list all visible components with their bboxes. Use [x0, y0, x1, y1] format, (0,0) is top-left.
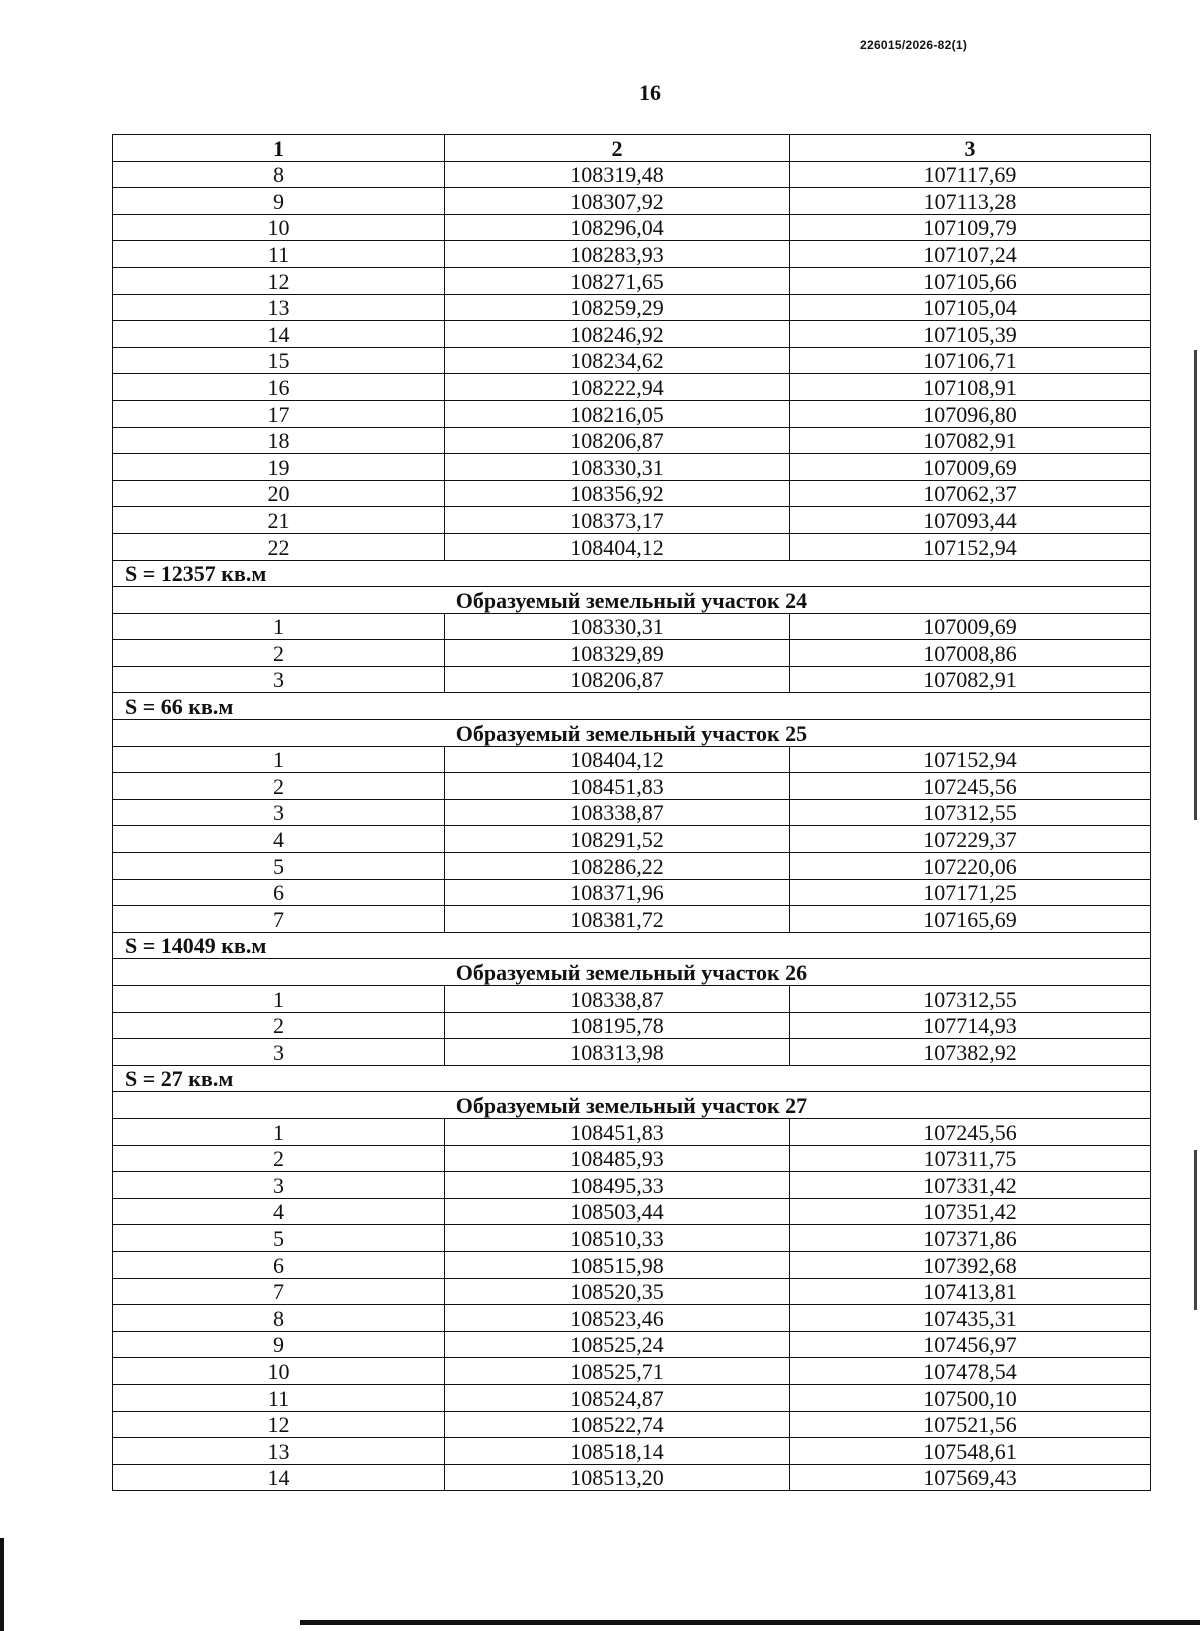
table-row	[113, 1278, 1151, 1305]
x-coordinate-cell: 108381,72	[445, 906, 790, 933]
parcel-title: Образуемый земельный участок 24	[113, 587, 1151, 614]
y-coordinate-cell: 107245,56	[790, 1118, 1151, 1145]
x-coordinate-cell: 108338,87	[445, 986, 790, 1013]
parcel-title-row	[113, 1092, 1151, 1119]
x-coordinate-cell: 108259,29	[445, 294, 790, 321]
x-coordinate-cell: 108206,87	[445, 427, 790, 454]
x-coordinate-cell: 108246,92	[445, 321, 790, 348]
x-coordinate-cell: 108451,83	[445, 773, 790, 800]
table-row	[113, 294, 1151, 321]
y-coordinate-cell: 107062,37	[790, 480, 1151, 507]
table-row	[113, 1012, 1151, 1039]
y-coordinate-cell: 107312,55	[790, 986, 1151, 1013]
column-header: 2	[445, 135, 790, 162]
table-row	[113, 1464, 1151, 1491]
y-coordinate-cell: 107108,91	[790, 374, 1151, 401]
point-number-cell: 9	[113, 188, 445, 215]
point-number-cell: 10	[113, 214, 445, 241]
table-row	[113, 1305, 1151, 1332]
point-number-cell: 6	[113, 879, 445, 906]
y-coordinate-cell: 107245,56	[790, 773, 1151, 800]
x-coordinate-cell: 108313,98	[445, 1039, 790, 1066]
point-number-cell: 14	[113, 1464, 445, 1491]
table-row	[113, 1384, 1151, 1411]
x-coordinate-cell: 108195,78	[445, 1012, 790, 1039]
point-number-cell: 5	[113, 853, 445, 880]
x-coordinate-cell: 108404,12	[445, 746, 790, 773]
x-coordinate-cell: 108338,87	[445, 799, 790, 826]
y-coordinate-cell: 107220,06	[790, 853, 1151, 880]
point-number-cell: 8	[113, 1305, 445, 1332]
table-row	[113, 1198, 1151, 1225]
point-number-cell: 1	[113, 986, 445, 1013]
table-row	[113, 214, 1151, 241]
point-number-cell: 19	[113, 454, 445, 481]
y-coordinate-cell: 107107,24	[790, 241, 1151, 268]
point-number-cell: 1	[113, 746, 445, 773]
parcel-title: Образуемый земельный участок 27	[113, 1092, 1151, 1119]
table-row	[113, 427, 1151, 454]
column-header: 3	[790, 135, 1151, 162]
point-number-cell: 8	[113, 161, 445, 188]
point-number-cell: 17	[113, 400, 445, 427]
y-coordinate-cell: 107331,42	[790, 1172, 1151, 1199]
point-number-cell: 5	[113, 1225, 445, 1252]
x-coordinate-cell: 108373,17	[445, 507, 790, 534]
x-coordinate-cell: 108520,35	[445, 1278, 790, 1305]
page-number: 16	[639, 80, 661, 105]
x-coordinate-cell: 108307,92	[445, 188, 790, 215]
x-coordinate-cell: 108329,89	[445, 640, 790, 667]
point-number-cell: 15	[113, 347, 445, 374]
table-row	[113, 161, 1151, 188]
table-row	[113, 321, 1151, 348]
parcel-area: S = 66 кв.м	[113, 693, 1151, 720]
table-row	[113, 613, 1151, 640]
point-number-cell: 7	[113, 1278, 445, 1305]
point-number-cell: 2	[113, 1012, 445, 1039]
x-coordinate-cell: 108525,24	[445, 1331, 790, 1358]
x-coordinate-cell: 108330,31	[445, 454, 790, 481]
table-row	[113, 746, 1151, 773]
y-coordinate-cell: 107413,81	[790, 1278, 1151, 1305]
point-number-cell: 20	[113, 480, 445, 507]
y-coordinate-cell: 107382,92	[790, 1039, 1151, 1066]
point-number-cell: 14	[113, 321, 445, 348]
y-coordinate-cell: 107106,71	[790, 347, 1151, 374]
x-coordinate-cell: 108513,20	[445, 1464, 790, 1491]
parcel-title: Образуемый земельный участок 26	[113, 959, 1151, 986]
x-coordinate-cell: 108515,98	[445, 1251, 790, 1278]
x-coordinate-cell: 108522,74	[445, 1411, 790, 1438]
point-number-cell: 2	[113, 1145, 445, 1172]
point-number-cell: 3	[113, 1172, 445, 1199]
parcel-title-row	[113, 587, 1151, 614]
table-row	[113, 480, 1151, 507]
x-coordinate-cell: 108523,46	[445, 1305, 790, 1332]
area-row	[113, 560, 1151, 587]
right-edge-scan-mark	[1194, 350, 1197, 820]
table-row	[113, 374, 1151, 401]
table-row	[113, 640, 1151, 667]
y-coordinate-cell: 107392,68	[790, 1251, 1151, 1278]
table-row	[113, 1118, 1151, 1145]
y-coordinate-cell: 107152,94	[790, 746, 1151, 773]
y-coordinate-cell: 107082,91	[790, 666, 1151, 693]
coordinates-table	[112, 134, 1151, 1491]
table-row	[113, 241, 1151, 268]
y-coordinate-cell: 107521,56	[790, 1411, 1151, 1438]
right-edge-scan-mark	[1194, 1150, 1197, 1310]
point-number-cell: 4	[113, 826, 445, 853]
point-number-cell: 11	[113, 241, 445, 268]
point-number-cell: 2	[113, 773, 445, 800]
table-row	[113, 1358, 1151, 1385]
x-coordinate-cell: 108525,71	[445, 1358, 790, 1385]
parcel-area: S = 12357 кв.м	[113, 560, 1151, 587]
x-coordinate-cell: 108524,87	[445, 1384, 790, 1411]
table-row	[113, 799, 1151, 826]
coordinates-table-body	[113, 135, 1151, 1491]
point-number-cell: 16	[113, 374, 445, 401]
x-coordinate-cell: 108356,92	[445, 480, 790, 507]
table-row	[113, 454, 1151, 481]
table-row	[113, 1225, 1151, 1252]
x-coordinate-cell: 108234,62	[445, 347, 790, 374]
x-coordinate-cell: 108495,33	[445, 1172, 790, 1199]
y-coordinate-cell: 107478,54	[790, 1358, 1151, 1385]
y-coordinate-cell: 107312,55	[790, 799, 1151, 826]
y-coordinate-cell: 107105,66	[790, 267, 1151, 294]
table-row	[113, 267, 1151, 294]
x-coordinate-cell: 108286,22	[445, 853, 790, 880]
y-coordinate-cell: 107113,28	[790, 188, 1151, 215]
point-number-cell: 22	[113, 533, 445, 560]
x-coordinate-cell: 108216,05	[445, 400, 790, 427]
table-row	[113, 1145, 1151, 1172]
table-row	[113, 400, 1151, 427]
parcel-area: S = 27 кв.м	[113, 1065, 1151, 1092]
y-coordinate-cell: 107435,31	[790, 1305, 1151, 1332]
point-number-cell: 11	[113, 1384, 445, 1411]
y-coordinate-cell: 107311,75	[790, 1145, 1151, 1172]
point-number-cell: 12	[113, 1411, 445, 1438]
table-row	[113, 347, 1151, 374]
y-coordinate-cell: 107714,93	[790, 1012, 1151, 1039]
table-row	[113, 507, 1151, 534]
table-row	[113, 906, 1151, 933]
x-coordinate-cell: 108291,52	[445, 826, 790, 853]
x-coordinate-cell: 108206,87	[445, 666, 790, 693]
table-row	[113, 773, 1151, 800]
table-row	[113, 666, 1151, 693]
y-coordinate-cell: 107229,37	[790, 826, 1151, 853]
y-coordinate-cell: 107500,10	[790, 1384, 1151, 1411]
table-row	[113, 1039, 1151, 1066]
x-coordinate-cell: 108330,31	[445, 613, 790, 640]
x-coordinate-cell: 108222,94	[445, 374, 790, 401]
table-row	[113, 1411, 1151, 1438]
y-coordinate-cell: 107008,86	[790, 640, 1151, 667]
table-row	[113, 853, 1151, 880]
point-number-cell: 9	[113, 1331, 445, 1358]
table-row	[113, 879, 1151, 906]
bottom-edge-scan-line	[300, 1620, 1200, 1625]
table-row	[113, 986, 1151, 1013]
table-row	[113, 1172, 1151, 1199]
table-row	[113, 826, 1151, 853]
point-number-cell: 2	[113, 640, 445, 667]
parcel-title-row	[113, 959, 1151, 986]
y-coordinate-cell: 107171,25	[790, 879, 1151, 906]
point-number-cell: 21	[113, 507, 445, 534]
point-number-cell: 6	[113, 1251, 445, 1278]
y-coordinate-cell: 107117,69	[790, 161, 1151, 188]
y-coordinate-cell: 107351,42	[790, 1198, 1151, 1225]
area-row	[113, 932, 1151, 959]
table-header-row	[113, 135, 1151, 162]
point-number-cell: 18	[113, 427, 445, 454]
left-edge-scan-mark	[0, 1538, 4, 1631]
x-coordinate-cell: 108283,93	[445, 241, 790, 268]
x-coordinate-cell: 108404,12	[445, 533, 790, 560]
area-row	[113, 1065, 1151, 1092]
point-number-cell: 10	[113, 1358, 445, 1385]
column-header: 1	[113, 135, 445, 162]
x-coordinate-cell: 108271,65	[445, 267, 790, 294]
y-coordinate-cell: 107548,61	[790, 1438, 1151, 1465]
x-coordinate-cell: 108518,14	[445, 1438, 790, 1465]
x-coordinate-cell: 108451,83	[445, 1118, 790, 1145]
table-row	[113, 1331, 1151, 1358]
y-coordinate-cell: 107109,79	[790, 214, 1151, 241]
parcel-title-row	[113, 720, 1151, 747]
table-row	[113, 1438, 1151, 1465]
point-number-cell: 3	[113, 799, 445, 826]
x-coordinate-cell: 108510,33	[445, 1225, 790, 1252]
parcel-area: S = 14049 кв.м	[113, 932, 1151, 959]
table-row	[113, 188, 1151, 215]
point-number-cell: 3	[113, 1039, 445, 1066]
y-coordinate-cell: 107165,69	[790, 906, 1151, 933]
table-row	[113, 533, 1151, 560]
y-coordinate-cell: 107105,04	[790, 294, 1151, 321]
y-coordinate-cell: 107152,94	[790, 533, 1151, 560]
x-coordinate-cell: 108296,04	[445, 214, 790, 241]
point-number-cell: 7	[113, 906, 445, 933]
table-row	[113, 1251, 1151, 1278]
point-number-cell: 12	[113, 267, 445, 294]
y-coordinate-cell: 107082,91	[790, 427, 1151, 454]
y-coordinate-cell: 107093,44	[790, 507, 1151, 534]
y-coordinate-cell: 107456,97	[790, 1331, 1151, 1358]
point-number-cell: 13	[113, 1438, 445, 1465]
y-coordinate-cell: 107096,80	[790, 400, 1151, 427]
x-coordinate-cell: 108503,44	[445, 1198, 790, 1225]
y-coordinate-cell: 107105,39	[790, 321, 1151, 348]
point-number-cell: 1	[113, 1118, 445, 1145]
x-coordinate-cell: 108371,96	[445, 879, 790, 906]
y-coordinate-cell: 107009,69	[790, 454, 1151, 481]
point-number-cell: 13	[113, 294, 445, 321]
x-coordinate-cell: 108485,93	[445, 1145, 790, 1172]
parcel-title: Образуемый земельный участок 25	[113, 720, 1151, 747]
area-row	[113, 693, 1151, 720]
point-number-cell: 3	[113, 666, 445, 693]
x-coordinate-cell: 108319,48	[445, 161, 790, 188]
y-coordinate-cell: 107009,69	[790, 613, 1151, 640]
y-coordinate-cell: 107371,86	[790, 1225, 1151, 1252]
point-number-cell: 1	[113, 613, 445, 640]
point-number-cell: 4	[113, 1198, 445, 1225]
document-number: 226015/2026-82(1)	[860, 38, 968, 52]
y-coordinate-cell: 107569,43	[790, 1464, 1151, 1491]
